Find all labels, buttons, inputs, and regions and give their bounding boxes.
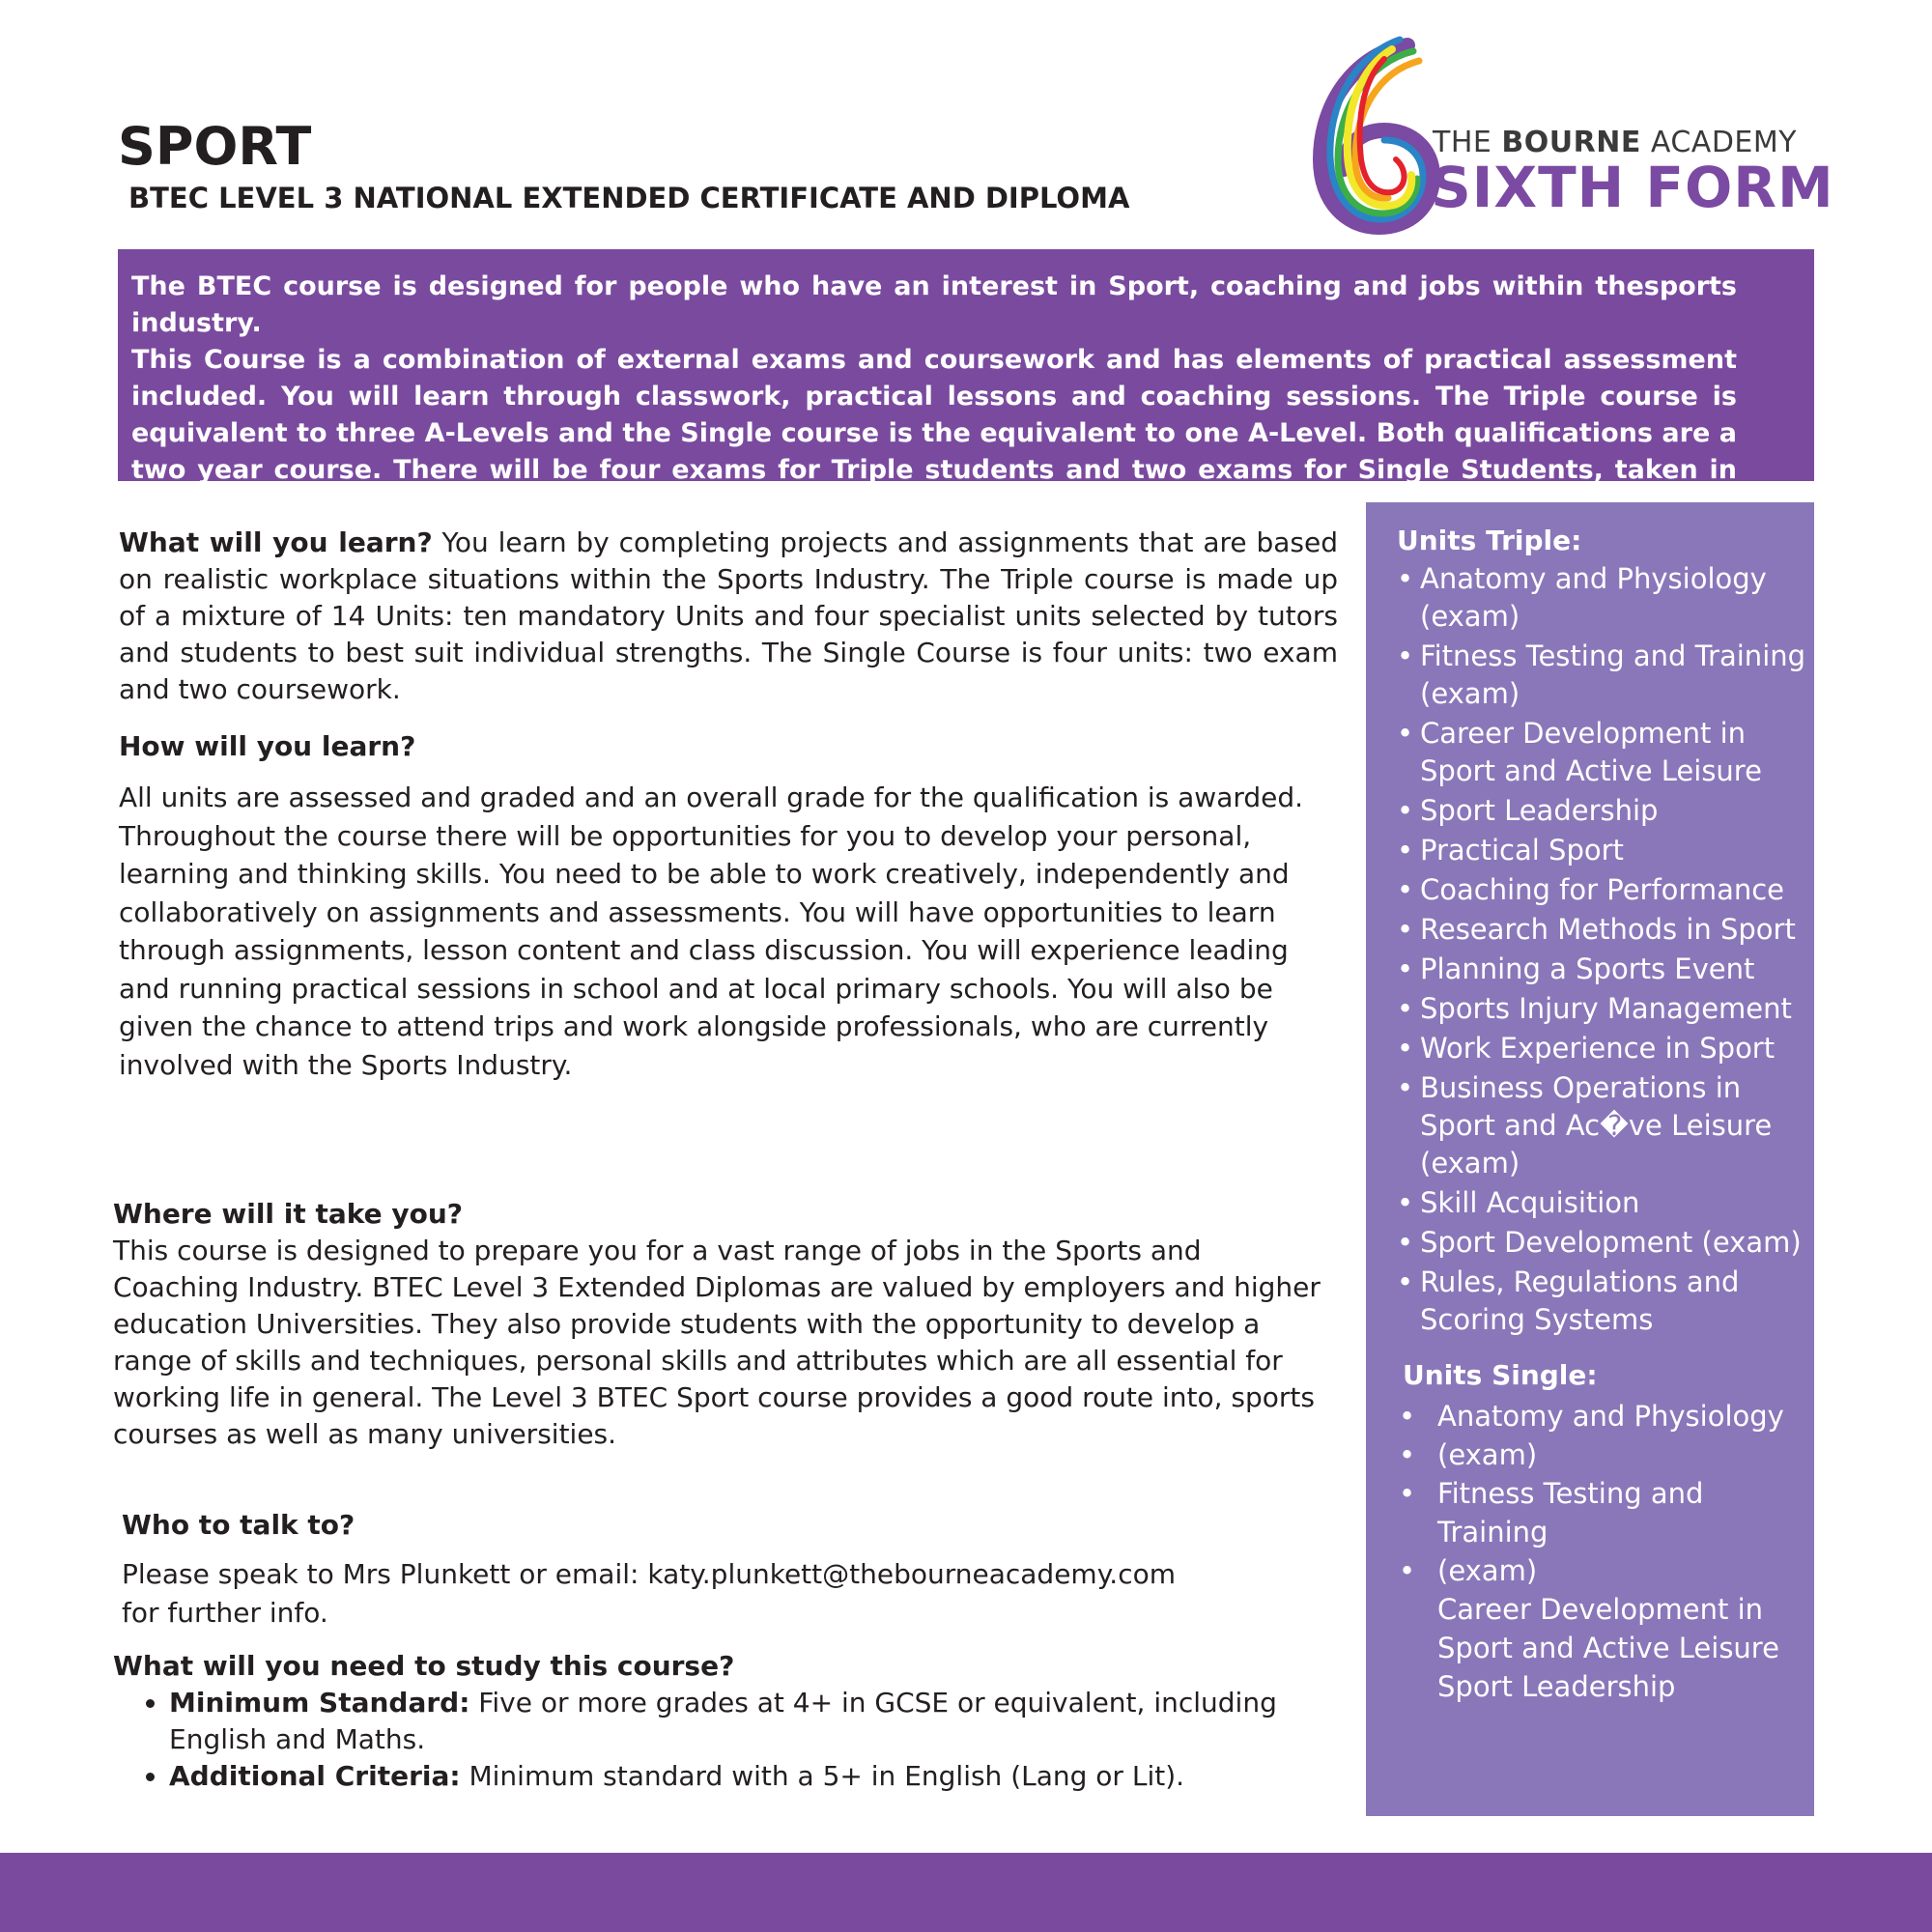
list-item: Sport and Active Leisure xyxy=(1437,1632,1779,1664)
contact-heading: Who to talk to? xyxy=(122,1509,355,1541)
how-heading: How will you learn? xyxy=(119,730,416,762)
how-text: All units are assessed and graded and an overall grade for the qualification is awarded. Throughout the course there will be opportunities for you to develop your personal, learning and thinking skills. You need to be able to work creatively, independently and collaboratively on assignments and assessments. You will have opportunities to learn through assignments, lesson content and class discussion. You will experience leading and running practical sessions in school and at local primary schools. You will also be given the chance to attend trips and work alongside professionals, who are currently involved with the Sports Industry. xyxy=(119,781,1304,1081)
how-section xyxy=(119,728,1338,1084)
contact-line-2: for further info. xyxy=(122,1597,328,1629)
learn-text: You learn by completing projects and assignments that are based on realistic workplace situations within the Sports Industry. The Triple course is made up of a mixture of 14 Units: ten mandatory Units and four specialist units selected by tutors and students to best suit individual strengths. The Single Course is four units: two exam and two coursework. xyxy=(119,526,1339,705)
contact-section xyxy=(122,1507,1341,1633)
intro-line-1: The BTEC course is designed for people who have an interest in Sport, coaching and jobs within thesports industry. xyxy=(131,271,1737,338)
units-triple-heading: Units Triple: xyxy=(1397,525,1582,556)
logo-school-name: THE BOURNE ACADEMY xyxy=(1433,126,1798,159)
units-triple-list xyxy=(1397,560,1814,1339)
list-item: • Coaching for Performance xyxy=(1397,871,1814,909)
requirements-heading: What will you need to study this course? xyxy=(113,1650,735,1682)
list-item: • Fitness Testing and Training xyxy=(1397,1474,1814,1551)
list-item: Career Development in xyxy=(1437,1593,1764,1626)
list-item: • Practical Sport xyxy=(1397,832,1814,869)
list-item: • Sports Injury Management xyxy=(1397,990,1814,1028)
list-item: • Minimum Standard: Five or more grades at 4+ in GCSE or equivalent, including English and Maths. xyxy=(169,1685,1332,1758)
list-item: • (exam) xyxy=(1397,1551,1814,1590)
list-item: • Career Development in Sport and Active Leisure xyxy=(1397,715,1814,790)
list-item: • Research Methods in Sport xyxy=(1397,911,1814,949)
list-item: • Sport Leadership xyxy=(1397,792,1814,830)
list-item: • Sport Development (exam) xyxy=(1397,1224,1814,1262)
school-logo xyxy=(1299,34,1834,242)
list-item: • Business Operations in Sport and Ac�ve Leisure (exam) xyxy=(1397,1069,1814,1182)
list-item: • Rules, Regulations and Scoring Systems xyxy=(1397,1264,1814,1339)
where-text: This course is designed to prepare you for a vast range of jobs in the Sports and Coaching Industry. BTEC Level 3 Extended Diplomas are valued by employers and higher education Universities. They also provide students with the opportunity to develop a range of skills and techniques, personal skills and attributes which are all essential for working life in general. The Level 3 BTEC Sport course provides a good route into, sports courses as well as many universities. xyxy=(113,1235,1321,1450)
contact-line: Please speak to Mrs Plunkett or email: katy.plunkett@thebourneacademy.com xyxy=(122,1558,1176,1590)
logo-sixth-form: SIXTH FORM xyxy=(1431,155,1834,220)
footer-band xyxy=(0,1853,1932,1932)
intro-body: This Course is a combination of external exams and coursework and has elements of practical assessment included. You will learn through classwork, practical lessons and coaching sessions. The Triple course is equivalent to three A-Levels and the Single course is the equivalent to one A-Level. Both qualifications are a two year course. There will be four exams for Triple students and two exams for Single Students, taken in January and May. xyxy=(131,345,1737,522)
list-item: • Additional Criteria: Minimum standard with a 5+ in English (Lang or Lit). xyxy=(169,1758,1332,1795)
requirements-list xyxy=(113,1685,1332,1795)
list-item: • Planning a Sports Event xyxy=(1397,951,1814,988)
units-single-heading: Units Single: xyxy=(1403,1359,1598,1391)
intro-banner xyxy=(118,249,1814,522)
page-title: SPORT xyxy=(118,116,312,177)
list-item: • Fitness Testing and Training (exam) xyxy=(1397,638,1814,713)
six-emblem-icon xyxy=(1299,34,1444,242)
page-subtitle: BTEC LEVEL 3 NATIONAL EXTENDED CERTIFICATE AND DIPLOMA xyxy=(128,182,1130,214)
list-item: • Work Experience in Sport xyxy=(1397,1030,1814,1067)
list-item: • (exam) xyxy=(1397,1435,1814,1474)
list-item: • Anatomy and Physiology xyxy=(1397,1397,1814,1435)
units-panel xyxy=(1366,502,1814,1816)
units-single-list xyxy=(1397,1397,1814,1706)
requirements-section xyxy=(113,1648,1332,1795)
list-item: Sport Leadership xyxy=(1437,1670,1676,1703)
where-section xyxy=(113,1196,1332,1453)
where-heading: Where will it take you? xyxy=(113,1198,464,1230)
learn-section xyxy=(119,525,1338,708)
list-item: • Anatomy and Physiology (exam) xyxy=(1397,560,1814,636)
learn-heading: What will you learn? xyxy=(119,526,433,558)
list-item: • Skill Acquisition xyxy=(1397,1184,1814,1222)
